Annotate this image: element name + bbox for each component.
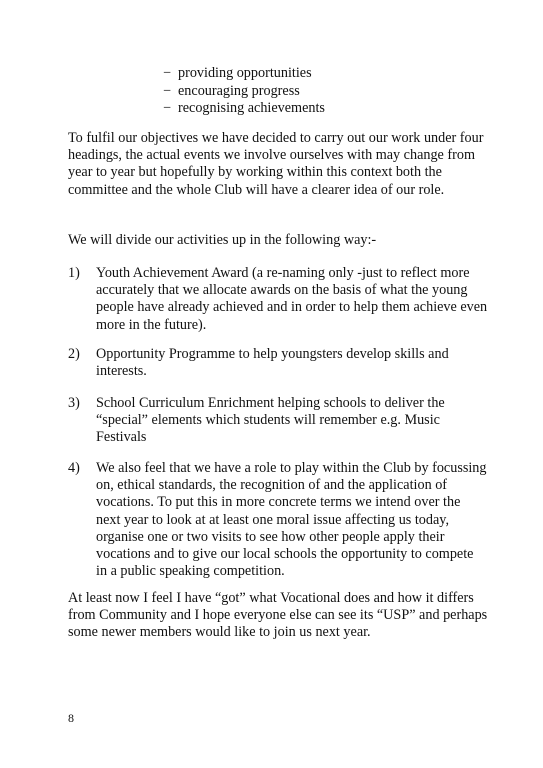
activity-item-1 [68, 265, 488, 334]
activity-item-3 [68, 395, 488, 447]
dash-marker: − [163, 82, 172, 99]
list-item [163, 83, 325, 101]
item-text: Youth Achievement Award (a re-naming only -just to reflect more accurately that we allocate awards on the basis of what the young people have already achieved and in order to help them achieve even more in the future). [96, 265, 488, 333]
item-text: School Curriculum Enrichment helping schools to deliver the “special” elements which students will remember e.g. Music Festivals [96, 395, 445, 446]
page-number: 8 [68, 711, 74, 725]
activity-item-4 [68, 460, 488, 580]
list-item-text: encouraging progress [178, 82, 300, 99]
item-number: 1) [68, 265, 80, 281]
divide-paragraph: We will divide our activities up in the following way:- [68, 232, 377, 248]
item-number: 3) [68, 395, 80, 411]
item-number: 2) [68, 346, 80, 362]
list-item-text: recognising achievements [178, 100, 325, 116]
intro-paragraph: To fulfil our objectives we have decided to carry out our work under four headings, the actual events we involve ourselves with may change from year to year but hopefully by working within this context both the committee and the whole Club will have a clearer idea of our role. [68, 130, 484, 198]
list-item [163, 65, 325, 83]
item-number: 4) [68, 460, 80, 476]
item-text: Opportunity Programme to help youngsters develop skills and interests. [96, 346, 449, 380]
dash-marker: − [163, 100, 172, 116]
closing-paragraph: At least now I feel I have “got” what Vocational does and how it differs from Community and I hope everyone else can see its “USP” and perhaps some newer members would like to join us next year. [68, 590, 488, 641]
objectives-list [163, 65, 325, 118]
list-item-text: providing opportunities [178, 65, 312, 81]
list-item [163, 100, 325, 118]
activity-item-2 [68, 346, 488, 380]
dash-marker: − [163, 65, 172, 81]
item-text: We also feel that we have a role to play within the Club by focussing on, ethical standards, the recognition of and the application of vocations. To put this in more concrete terms we intend over the next year to look at at least one moral issue affecting us today, organise one or two visits to see how other people apply their vocations and to give our local schools the opportunity to compete in a public speaking competition. [96, 460, 487, 580]
